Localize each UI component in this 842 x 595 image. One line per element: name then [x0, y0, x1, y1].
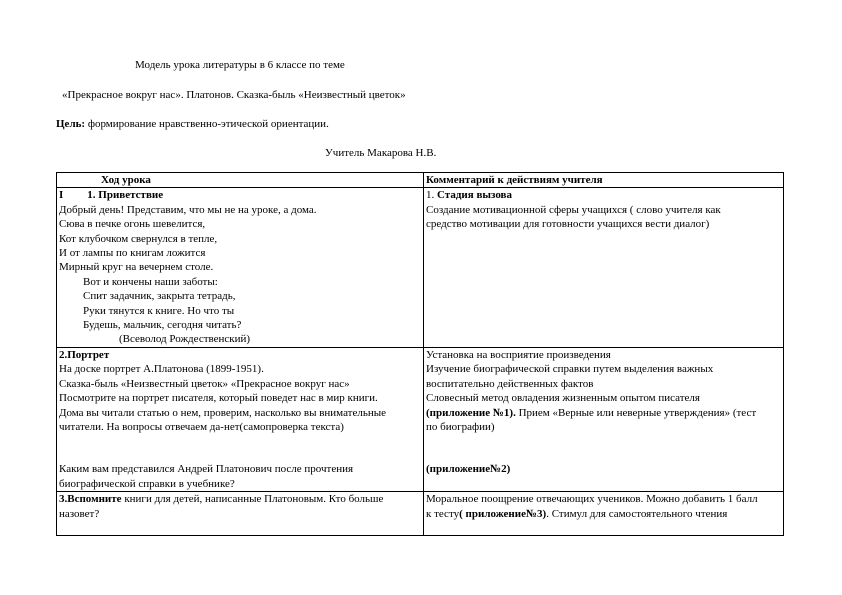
- poem-author: (Всеволод Рождественский): [119, 333, 251, 346]
- table-header-row: [57, 173, 784, 188]
- table-row: [57, 188, 784, 347]
- row2-comment-line: (приложение №1). Прием «Верные или неверные утверждения» (тест: [426, 406, 757, 419]
- row2-line: На доске портрет А.Платонова (1899-1951).: [59, 363, 264, 376]
- row3-left: [57, 492, 424, 536]
- row2-comment-line: воспитательно действенных фактов: [426, 377, 594, 390]
- row3-line: назовет?: [59, 507, 100, 520]
- row1-line: Сюва в печке огонь шевелится,: [59, 218, 206, 231]
- goal-label: Цель:: [56, 118, 86, 130]
- col1-header: Ход урока: [57, 173, 424, 188]
- row2-line: Дома вы читали статью о нем, проверим, насколько вы внимательные: [59, 406, 387, 419]
- row2-line: читатели. На вопросы отвечаем да-нет(самопроверка текста): [59, 420, 344, 433]
- poem-line: Будешь, мальчик, сегодня читать?: [83, 319, 242, 332]
- poem-line: Руки тянутся к книге. Но что ты: [83, 304, 235, 317]
- row1-right: [424, 188, 784, 347]
- row1-comment-heading: 1. Стадия вызова: [426, 189, 512, 202]
- doc-subtitle: «Прекрасное вокруг нас». Платонов. Сказка-быль «Неизвестный цветок»: [62, 89, 406, 101]
- row1-line: Мирный круг на вечернем столе.: [59, 261, 214, 274]
- lesson-table: [56, 172, 784, 536]
- row1-line: Добрый день! Представим, что мы не на уроке, а дома.: [59, 203, 317, 216]
- row3-right: [424, 492, 784, 536]
- poem-line: Спит задачник, закрыта тетрадь,: [83, 290, 236, 303]
- goal-text: формирование нравственно-этической ориентации.: [85, 118, 329, 130]
- col2-header: Комментарий к действиям учителя: [424, 173, 784, 188]
- table-row: [57, 492, 784, 536]
- row1-comment-line: Создание мотивационной сферы учащихся ( слово учителя как: [426, 203, 721, 216]
- row3-comment: Моральное поощрение отвечающих учеников. Можно добавить 1 балл: [426, 493, 758, 506]
- row2-question: Каким вам представился Андрей Платонович после прочтения: [59, 463, 354, 476]
- row2-line: Посмотрите на портрет писателя, который поведет нас в мир книги.: [59, 392, 378, 405]
- row2-comment-line: Изучение биографической справки путем выделения важных: [426, 363, 714, 376]
- teacher-line: Учитель Макарова Н.В.: [325, 147, 437, 159]
- row3-comment: к тесту( приложение№3). Стимул для самостоятельного чтения: [426, 507, 728, 520]
- row2-appendix: (приложение№2): [426, 463, 511, 476]
- doc-title: Модель урока литературы в 6 классе по теме: [135, 59, 345, 71]
- goal-line: [56, 117, 329, 131]
- row1-line: Кот клубочком свернулся в тепле,: [59, 232, 218, 245]
- poem-line: Вот и кончены наши заботы:: [83, 275, 218, 288]
- row2-left: [57, 347, 424, 491]
- row2-comment-line: Установка на восприятие произведения: [426, 348, 611, 361]
- row1-left: [57, 188, 424, 347]
- row2-comment-line: по биографии): [426, 420, 495, 433]
- row2-heading: 2.Портрет: [59, 348, 110, 361]
- row1-line: И от лампы по книгам ложится: [59, 247, 206, 260]
- row1-comment-line: средство мотивации для готовности учащихся вести диалог): [426, 218, 710, 231]
- row2-line: Сказка-быль «Неизвестный цветок» «Прекрасное вокруг нас»: [59, 377, 350, 390]
- table-row: [57, 347, 784, 491]
- row1-heading: I 1. Приветствие: [59, 189, 164, 202]
- row2-question: биографической справки в учебнике?: [59, 477, 235, 490]
- row2-right: [424, 347, 784, 491]
- row2-comment-line: Словесный метод овладения жизненным опытом писателя: [426, 392, 700, 405]
- row3-line: 3.Вспомните книги для детей, написанные Платоновым. Кто больше: [59, 493, 384, 506]
